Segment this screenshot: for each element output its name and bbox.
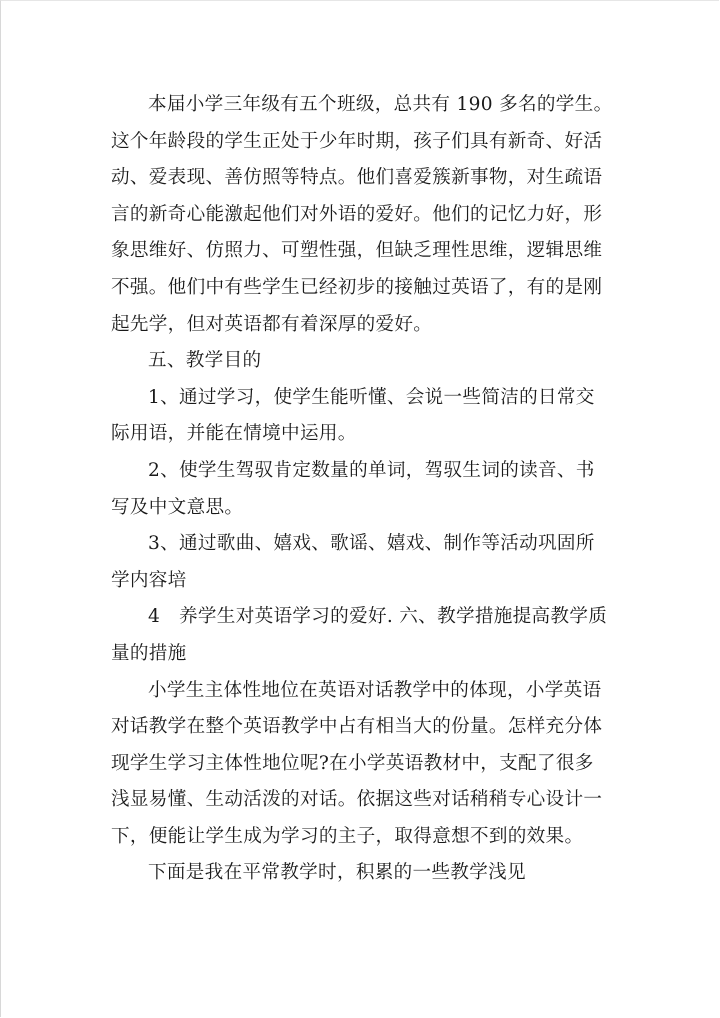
text-line: 这个年龄段的学生正处于少年时期，孩子们具有新奇、好活 <box>111 130 603 152</box>
text-line: 4 养学生对英语学习的爱好. 六、教学措施提高教学质 <box>148 606 608 628</box>
section-heading: 五、教学目的 <box>148 350 262 372</box>
section-heading-teaching-goals <box>111 343 621 380</box>
text-line: 1、通过学习，使学生能听懂、会说一些简洁的日常交 <box>148 386 595 408</box>
text-line: 际用语，并能在情境中运用。 <box>111 423 357 445</box>
text-line: 学内容培 <box>111 569 187 591</box>
goal-item-3 <box>111 526 621 599</box>
text-line: 小学生主体性地位在英语对话教学中的体现，小学英语 <box>148 679 602 701</box>
text-line: 2、使学生驾驭肯定数量的单词，驾驭生词的读音、书 <box>148 459 595 481</box>
text-line: 下，便能让学生成为学习的主子，取得意想不到的效果。 <box>111 825 584 847</box>
text-line: 本届小学三年级有五个班级，总共有 190 多名的学生。 <box>148 94 613 115</box>
text-line: 浅显易懂、生动活泼的对话。依据这些对话稍稍专心设计一 <box>111 789 603 811</box>
text-line: 现学生学习主体性地位呢?在小学英语教材中，支配了很多 <box>111 752 594 774</box>
text-line: 下面是我在平常教学时，积累的一些教学浅见 <box>148 862 526 884</box>
text-line: 动、爱表现、善仿照等特点。他们喜爱簇新事物，对生疏语 <box>111 167 603 189</box>
goal-item-2 <box>111 453 621 526</box>
paragraph-class-overview <box>111 87 621 343</box>
document-body <box>111 87 621 892</box>
text-line: 不强。他们中有些学生已经初步的接触过英语了，有的是刚 <box>111 276 603 298</box>
goal-item-4 <box>111 599 621 672</box>
text-line: 言的新奇心能激起他们对外语的爱好。他们的记忆力好，形 <box>111 203 603 225</box>
paragraph-dialogue-teaching <box>111 673 621 856</box>
text-line: 3、通过歌曲、嬉戏、歌谣、嬉戏、制作等活动巩固所 <box>148 533 595 555</box>
text-line: 对话教学在整个英语教学中占有相当大的份量。怎样充分体 <box>111 716 603 738</box>
paragraph-closing <box>111 855 621 892</box>
goal-item-1 <box>111 380 621 453</box>
text-line: 起先学，但对英语都有着深厚的爱好。 <box>111 313 433 335</box>
text-line: 写及中文意思。 <box>111 496 244 518</box>
text-line: 量的措施 <box>111 642 187 664</box>
text-line: 象思维好、仿照力、可塑性强，但缺乏理性思维，逻辑思维 <box>111 240 603 262</box>
